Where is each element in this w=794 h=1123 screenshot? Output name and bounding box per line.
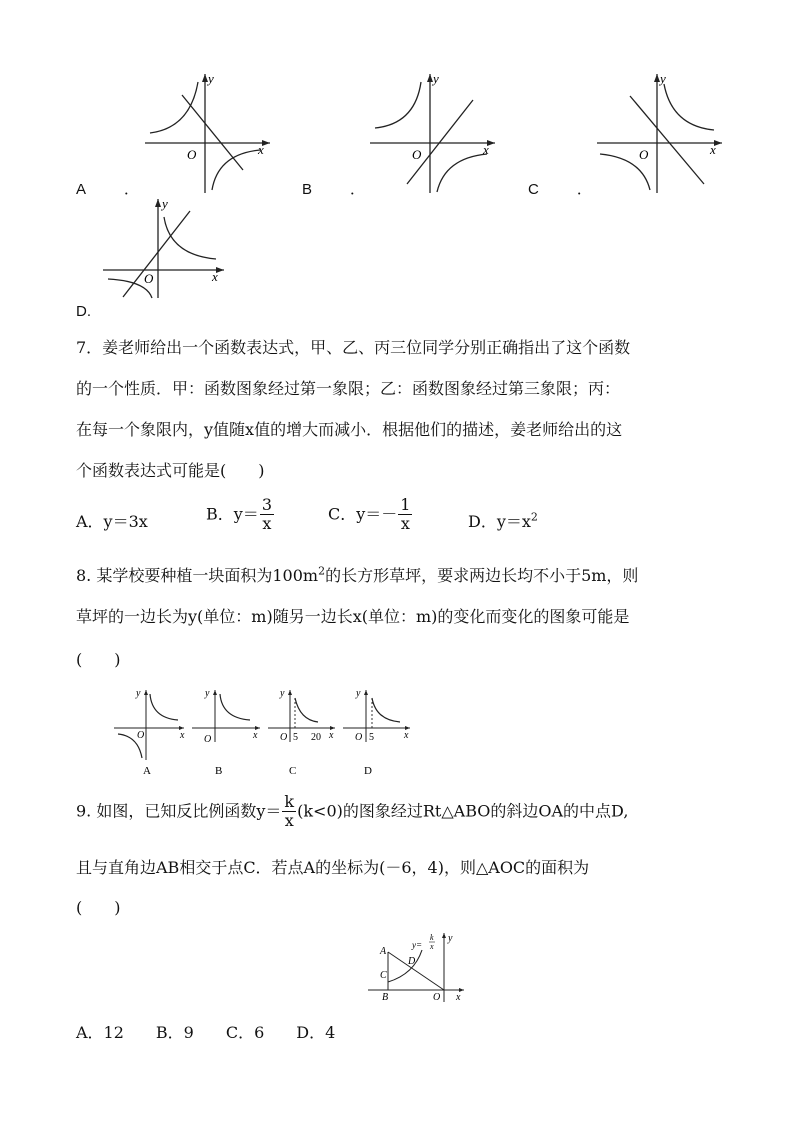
- q8-graph-b: [192, 688, 260, 777]
- svg-text:x: x: [483, 142, 489, 157]
- svg-text:x: x: [329, 730, 334, 741]
- q9-line-1: 9. 如图，已知反比例函数y＝ $\frac{k}{x}$ (k<0)的图象经过Rt△ABO的斜边OA的中点D,: [76, 792, 629, 830]
- q7-option-a: A．y＝3x: [76, 512, 148, 531]
- svg-text:O: O: [137, 730, 145, 741]
- svg-text:y: y: [660, 71, 666, 86]
- q8-graph-a: [114, 688, 185, 777]
- svg-text:x: x: [212, 269, 218, 284]
- q6-option-d: D.: [76, 303, 92, 320]
- q7-line-1: 7．姜老师给出一个函数表达式，甲、乙、丙三位同学分别正确指出了这个函数: [76, 338, 631, 357]
- svg-text:y: y: [356, 688, 361, 699]
- q6-graph-a: [140, 70, 275, 195]
- svg-text:x: x: [456, 992, 461, 1003]
- svg-text:O: O: [187, 147, 197, 162]
- svg-text:C: C: [289, 765, 297, 777]
- svg-text:D: D: [408, 956, 416, 967]
- svg-text:B: B: [382, 992, 389, 1003]
- svg-text:x: x: [258, 142, 264, 157]
- q6-graph-b: [365, 70, 500, 195]
- q9-line-3: ( ): [76, 898, 121, 917]
- svg-text:y: y: [433, 71, 439, 86]
- q8-line-2: 草坪的一边长为y(单位：m)随另一边长x(单位：m)的变化而变化的图象可能是: [76, 607, 630, 626]
- svg-text:x: x: [404, 730, 409, 741]
- svg-text:y: y: [448, 933, 453, 944]
- svg-text:O: O: [355, 732, 363, 743]
- svg-text:y: y: [136, 688, 141, 699]
- q7-line-2: 的一个性质．甲：函数图象经过第一象限；乙：函数图象经过第三象限；丙：: [76, 379, 621, 398]
- q7-option-b: B．y＝ $\frac{3}{x}$: [206, 495, 272, 533]
- q9-answer-options: A．12 B．9 C．6 D．4: [76, 1023, 336, 1042]
- svg-text:C: C: [380, 970, 387, 981]
- q7-option-c: C．y＝－ $\frac{1}{x}$: [328, 495, 411, 533]
- svg-text:y: y: [205, 688, 210, 699]
- q8-graph-d: [343, 688, 410, 777]
- svg-text:D: D: [364, 765, 372, 777]
- svg-text:O: O: [639, 147, 649, 162]
- q6-graph-c: [592, 70, 727, 195]
- svg-text:x: x: [430, 942, 434, 951]
- q7-option-d: D．$y=x^2$: [468, 510, 538, 531]
- q6-graph-d: [98, 195, 228, 300]
- svg-text:y: y: [162, 196, 168, 211]
- q7-line-3: 在每一个象限内，y值随x值的增大而减小．根据他们的描述，姜老师给出的这: [76, 420, 623, 439]
- svg-text:x: x: [180, 730, 185, 741]
- q6-option-b: B ．: [302, 181, 366, 198]
- svg-text:5: 5: [293, 732, 298, 743]
- svg-text:O: O: [204, 734, 212, 745]
- q6-option-c: C ．: [528, 181, 592, 198]
- svg-text:A: A: [380, 946, 387, 957]
- svg-text:O: O: [144, 271, 154, 286]
- svg-text:x: x: [710, 142, 716, 157]
- svg-text:y=: y=: [412, 940, 423, 950]
- q8-graph-c: [268, 688, 335, 777]
- q9-line-2: 且与直角边AB相交于点C．若点A的坐标为(－6，4)，则△AOC的面积为: [76, 858, 590, 877]
- q6-option-a: A ．: [76, 181, 140, 198]
- svg-text:A: A: [143, 765, 151, 777]
- q8-graphs: [110, 686, 415, 778]
- svg-text:y: y: [280, 688, 285, 699]
- svg-text:y: y: [208, 71, 214, 86]
- svg-text:O: O: [412, 147, 422, 162]
- svg-text:B: B: [215, 765, 223, 777]
- q9-figure: [364, 930, 468, 1006]
- svg-text:5: 5: [369, 732, 374, 743]
- svg-text:O: O: [280, 732, 288, 743]
- svg-text:k: k: [430, 933, 434, 942]
- svg-text:O: O: [433, 992, 441, 1003]
- svg-text:x: x: [253, 730, 258, 741]
- svg-text:20: 20: [311, 732, 321, 743]
- q7-line-4: 个函数表达式可能是( ): [76, 461, 265, 480]
- q8-line-3: ( ): [76, 650, 121, 669]
- q8-line-1: 8. 某学校要种植一块面积为$100m^2$的长方形草坪，要求两边长均不小于5m，则: [76, 564, 639, 585]
